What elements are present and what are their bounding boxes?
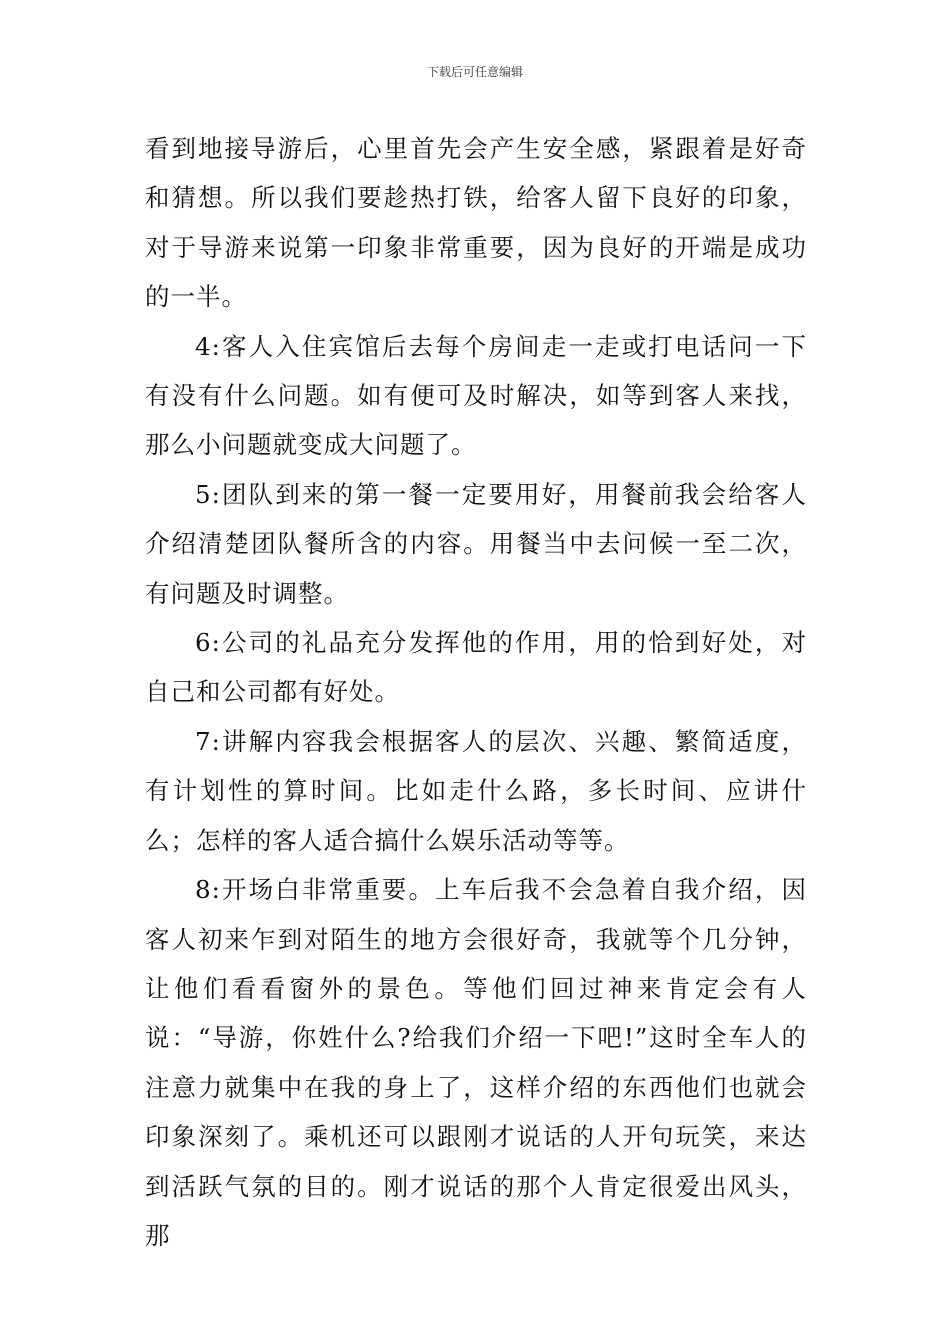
paragraph-item-5: 5:团队到来的第一餐一定要用好，用餐前我会给客人介绍清楚团队餐所含的内容。用餐当中去问候一至二次，有问题及时调整。 xyxy=(145,479,807,608)
page-header-note: 下载后可任意编辑 xyxy=(426,65,523,79)
paragraph-item-4: 4:客人入住宾馆后去每个房间走一走或打电话问一下有没有什么问题。如有便可及时解决，如等到客人来找，那么小问题就变成大问题了。 xyxy=(145,331,807,460)
paragraph-item-7: 7:讲解内容我会根据客人的层次、兴趣、繁简适度，有计划性的算时间。比如走什么路，多长时间、应讲什么；怎样的客人适合搞什么娱乐活动等等。 xyxy=(145,726,807,855)
paragraph-intro: 看到地接导游后，心里首先会产生安全感，紧跟着是好奇和猜想。所以我们要趁热打铁，给客人留下良好的印象，对于导游来说第一印象非常重要，因为良好的开端是成功的一半。 xyxy=(145,134,807,312)
paragraph-item-8: 8:开场白非常重要。上车后我不会急着自我介绍，因客人初来乍到对陌生的地方会很好奇，我就等个几分钟，让他们看看窗外的景色。等他们回过神来肯定会有人说：“导游，你姓什么?给我们介绍一下吧!”这时全车人的注意力就集中在我的身上了，这样介绍的东西他们也就会印象深刻了。乘机还可以跟刚才说话的人开句玩笑，来达到活跃气氛的目的。刚才说话的那个人肯定很爱出风头，那 xyxy=(145,875,807,1250)
document-body xyxy=(145,124,807,1260)
paragraph-item-6: 6:公司的礼品充分发挥他的作用，用的恰到好处，对自己和公司都有好处。 xyxy=(145,628,807,707)
